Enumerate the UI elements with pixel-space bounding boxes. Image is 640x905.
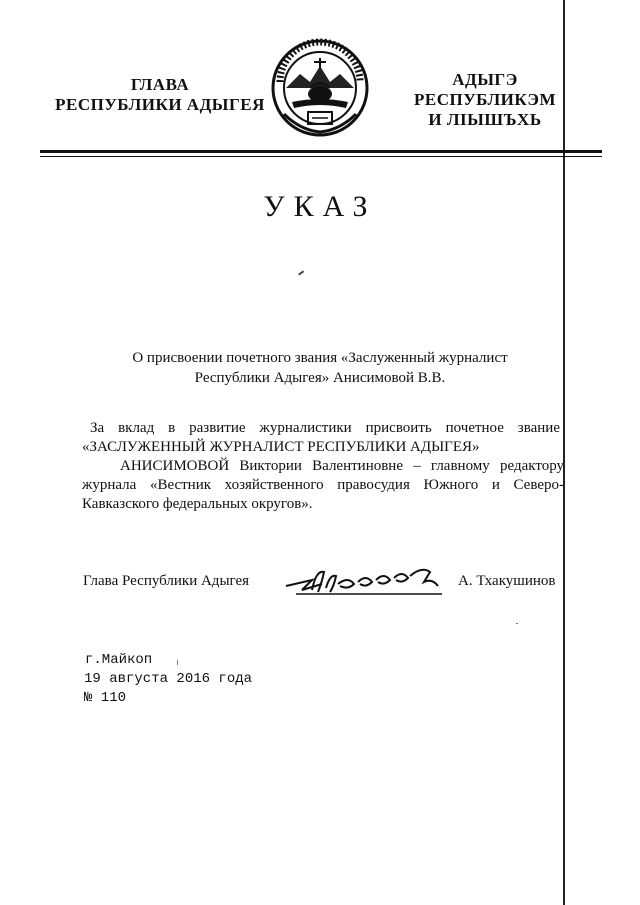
header-left-line2: РЕСПУБЛИКИ АДЫГЕЯ xyxy=(55,95,265,114)
document-title: УКАЗ xyxy=(263,190,377,223)
body-line-4: журнала «Вестник хозяйственного правосудия Южного и Северо- xyxy=(82,477,564,493)
scan-speck xyxy=(516,623,518,624)
subject-line-2: Республики Адыгея» Анисимовой В.В. xyxy=(194,370,446,386)
header-left-line1: ГЛАВА xyxy=(130,75,190,94)
header-right-block xyxy=(385,70,585,130)
document-number: № 110 xyxy=(84,690,127,706)
document-place: г.Майкоп xyxy=(85,652,153,668)
signatory-name: А. Тхакушинов xyxy=(458,573,556,589)
header-right-line1: АДЫГЭ РЕСПУБЛИКЭМ xyxy=(413,70,556,109)
document-date: 19 августа 2016 года xyxy=(84,671,253,687)
scan-mark xyxy=(298,270,304,275)
header-divider-thick xyxy=(40,150,602,153)
subject-line-1: О присвоении почетного звания «Заслуженный журналист xyxy=(132,350,508,366)
coat-of-arms-icon xyxy=(270,38,370,138)
handwritten-signature xyxy=(282,560,447,602)
header-right-line2: И ЛІЫШЪХЬ xyxy=(428,110,542,129)
signatory-position: Глава Республики Адыгея xyxy=(83,573,250,589)
document-subject xyxy=(80,348,560,388)
body-line-2: «ЗАСЛУЖЕННЫЙ ЖУРНАЛИСТ РЕСПУБЛИКИ АДЫГЕЯ» xyxy=(82,439,480,455)
header-left-block xyxy=(40,75,280,115)
body-line-3: АНИСИМОВОЙ Виктории Валентиновне – главному редактору xyxy=(120,458,564,474)
body-line-1: За вклад в развитие журналистики присвоить почетное звание xyxy=(90,420,560,436)
body-line-5: Кавказского федеральных округов». xyxy=(82,496,313,512)
header-divider-thin xyxy=(40,156,602,157)
scan-speck xyxy=(177,660,178,665)
scan-edge-line xyxy=(563,0,565,905)
